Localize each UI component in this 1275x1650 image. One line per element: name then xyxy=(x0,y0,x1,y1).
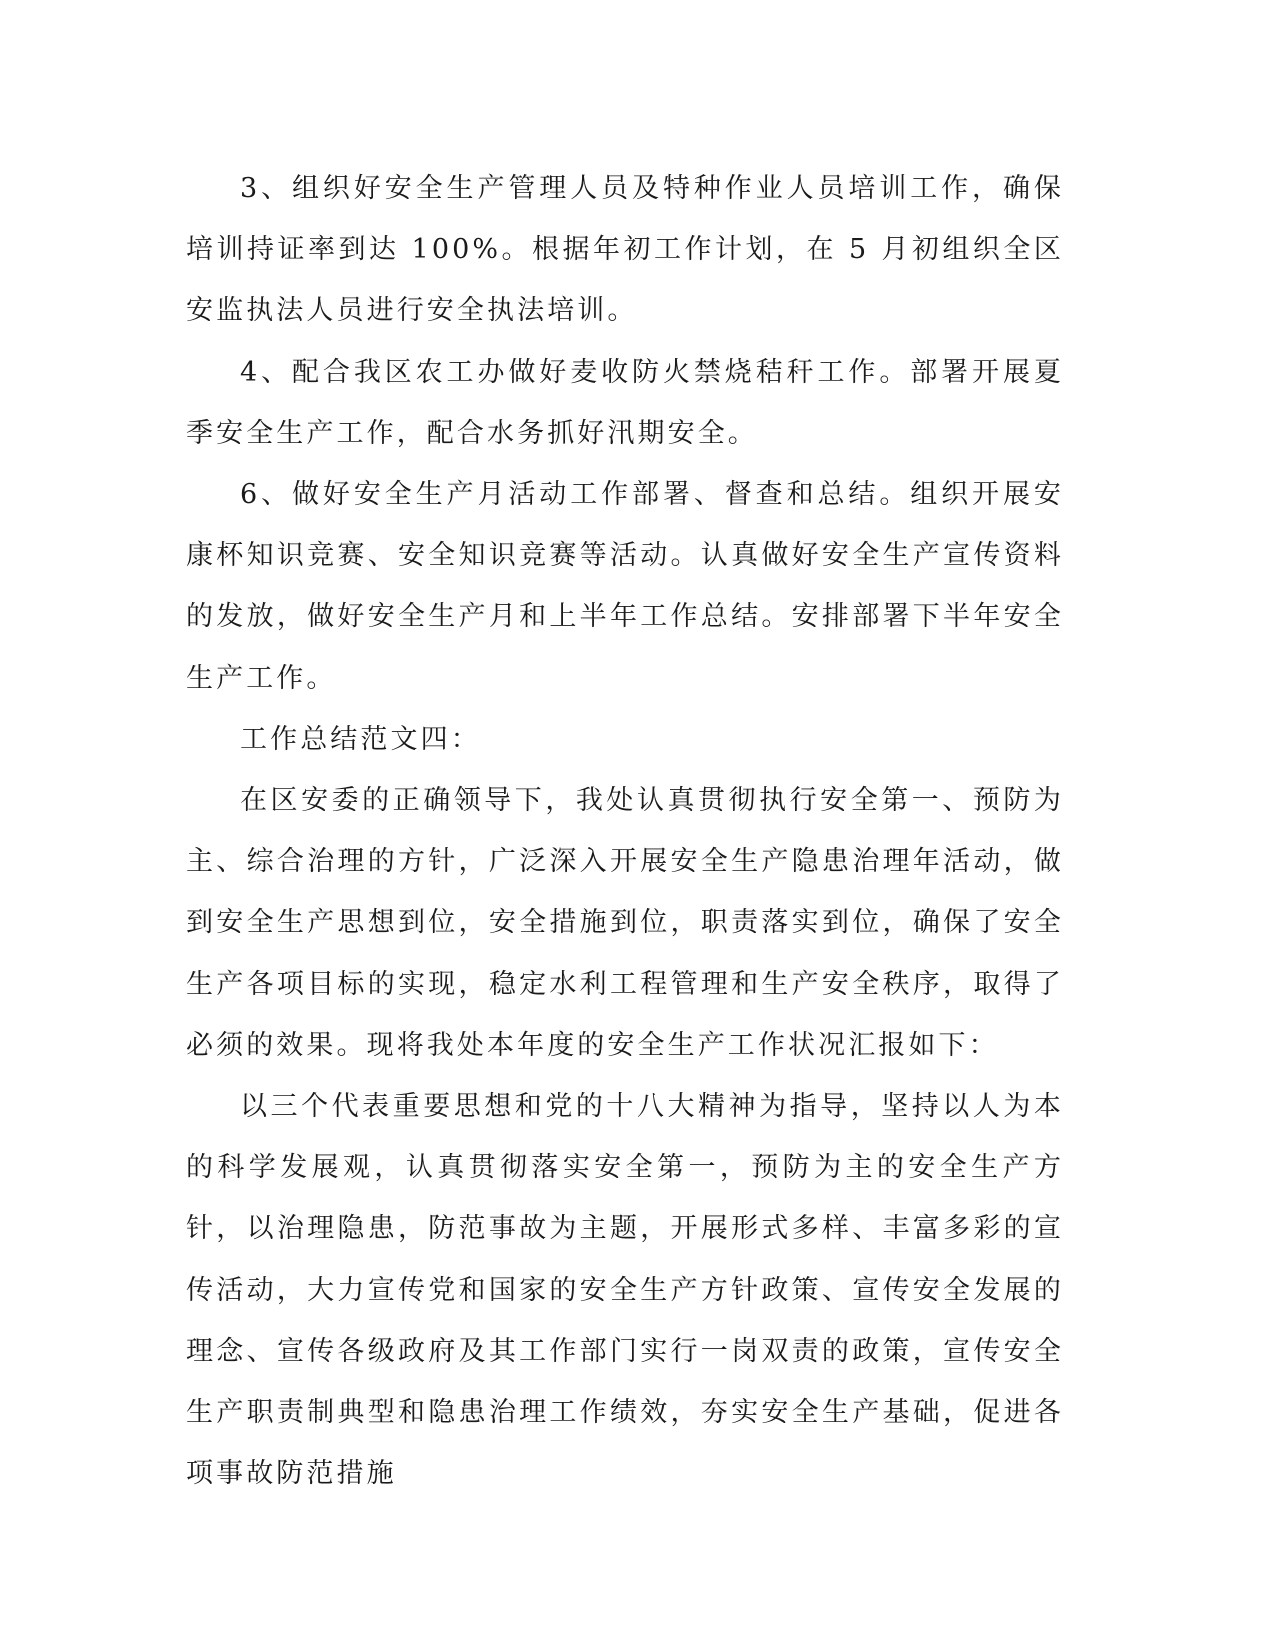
paragraph-fire-prevention: 4、配合我区农工办做好麦收防火禁烧秸秆工作。部署开展夏季安全生产工作，配合水务抓好汛期安全。 xyxy=(186,356,1064,449)
section-heading: 工作总结范文四： xyxy=(240,723,481,755)
document-body xyxy=(186,158,1064,1504)
paragraph-introduction: 在区安委的正确领导下，我处认真贯彻执行安全第一、预防为主、综合治理的方针，广泛深入开展安全生产隐患治理年活动，做到安全生产思想到位，安全措施到位，职责落实到位，确保了安全生产各项目标的实现，稳定水利工程管理和生产安全秩序，取得了必须的效果。现将我处本年度的安全生产工作状况汇报如下： xyxy=(186,785,1064,1061)
paragraph-training: 3、组织好安全生产管理人员及特种作业人员培训工作，确保培训持证率到达 100%。根据年初工作计划，在 5 月初组织全区安监执法人员进行安全执法培训。 xyxy=(186,173,1064,327)
paragraph-safety-month: 6、做好安全生产月活动工作部署、督查和总结。组织开展安康杯知识竞赛、安全知识竞赛等活动。认真做好安全生产宣传资料的发放，做好安全生产月和上半年工作总结。安排部署下半年安全生产工作。 xyxy=(186,479,1064,694)
paragraph-guiding-principle: 以三个代表重要思想和党的十八大精神为指导，坚持以人为本的科学发展观，认真贯彻落实安全第一，预防为主的安全生产方针，以治理隐患，防范事故为主题，开展形式多样、丰富多彩的宣传活动，大力宣传党和国家的安全生产方针政策、宣传安全发展的理念、宣传各级政府及其工作部门实行一岗双责的政策，宣传安全生产职责制典型和隐患治理工作绩效，夯实安全生产基础，促进各项事故防范措施 xyxy=(186,1091,1064,1490)
